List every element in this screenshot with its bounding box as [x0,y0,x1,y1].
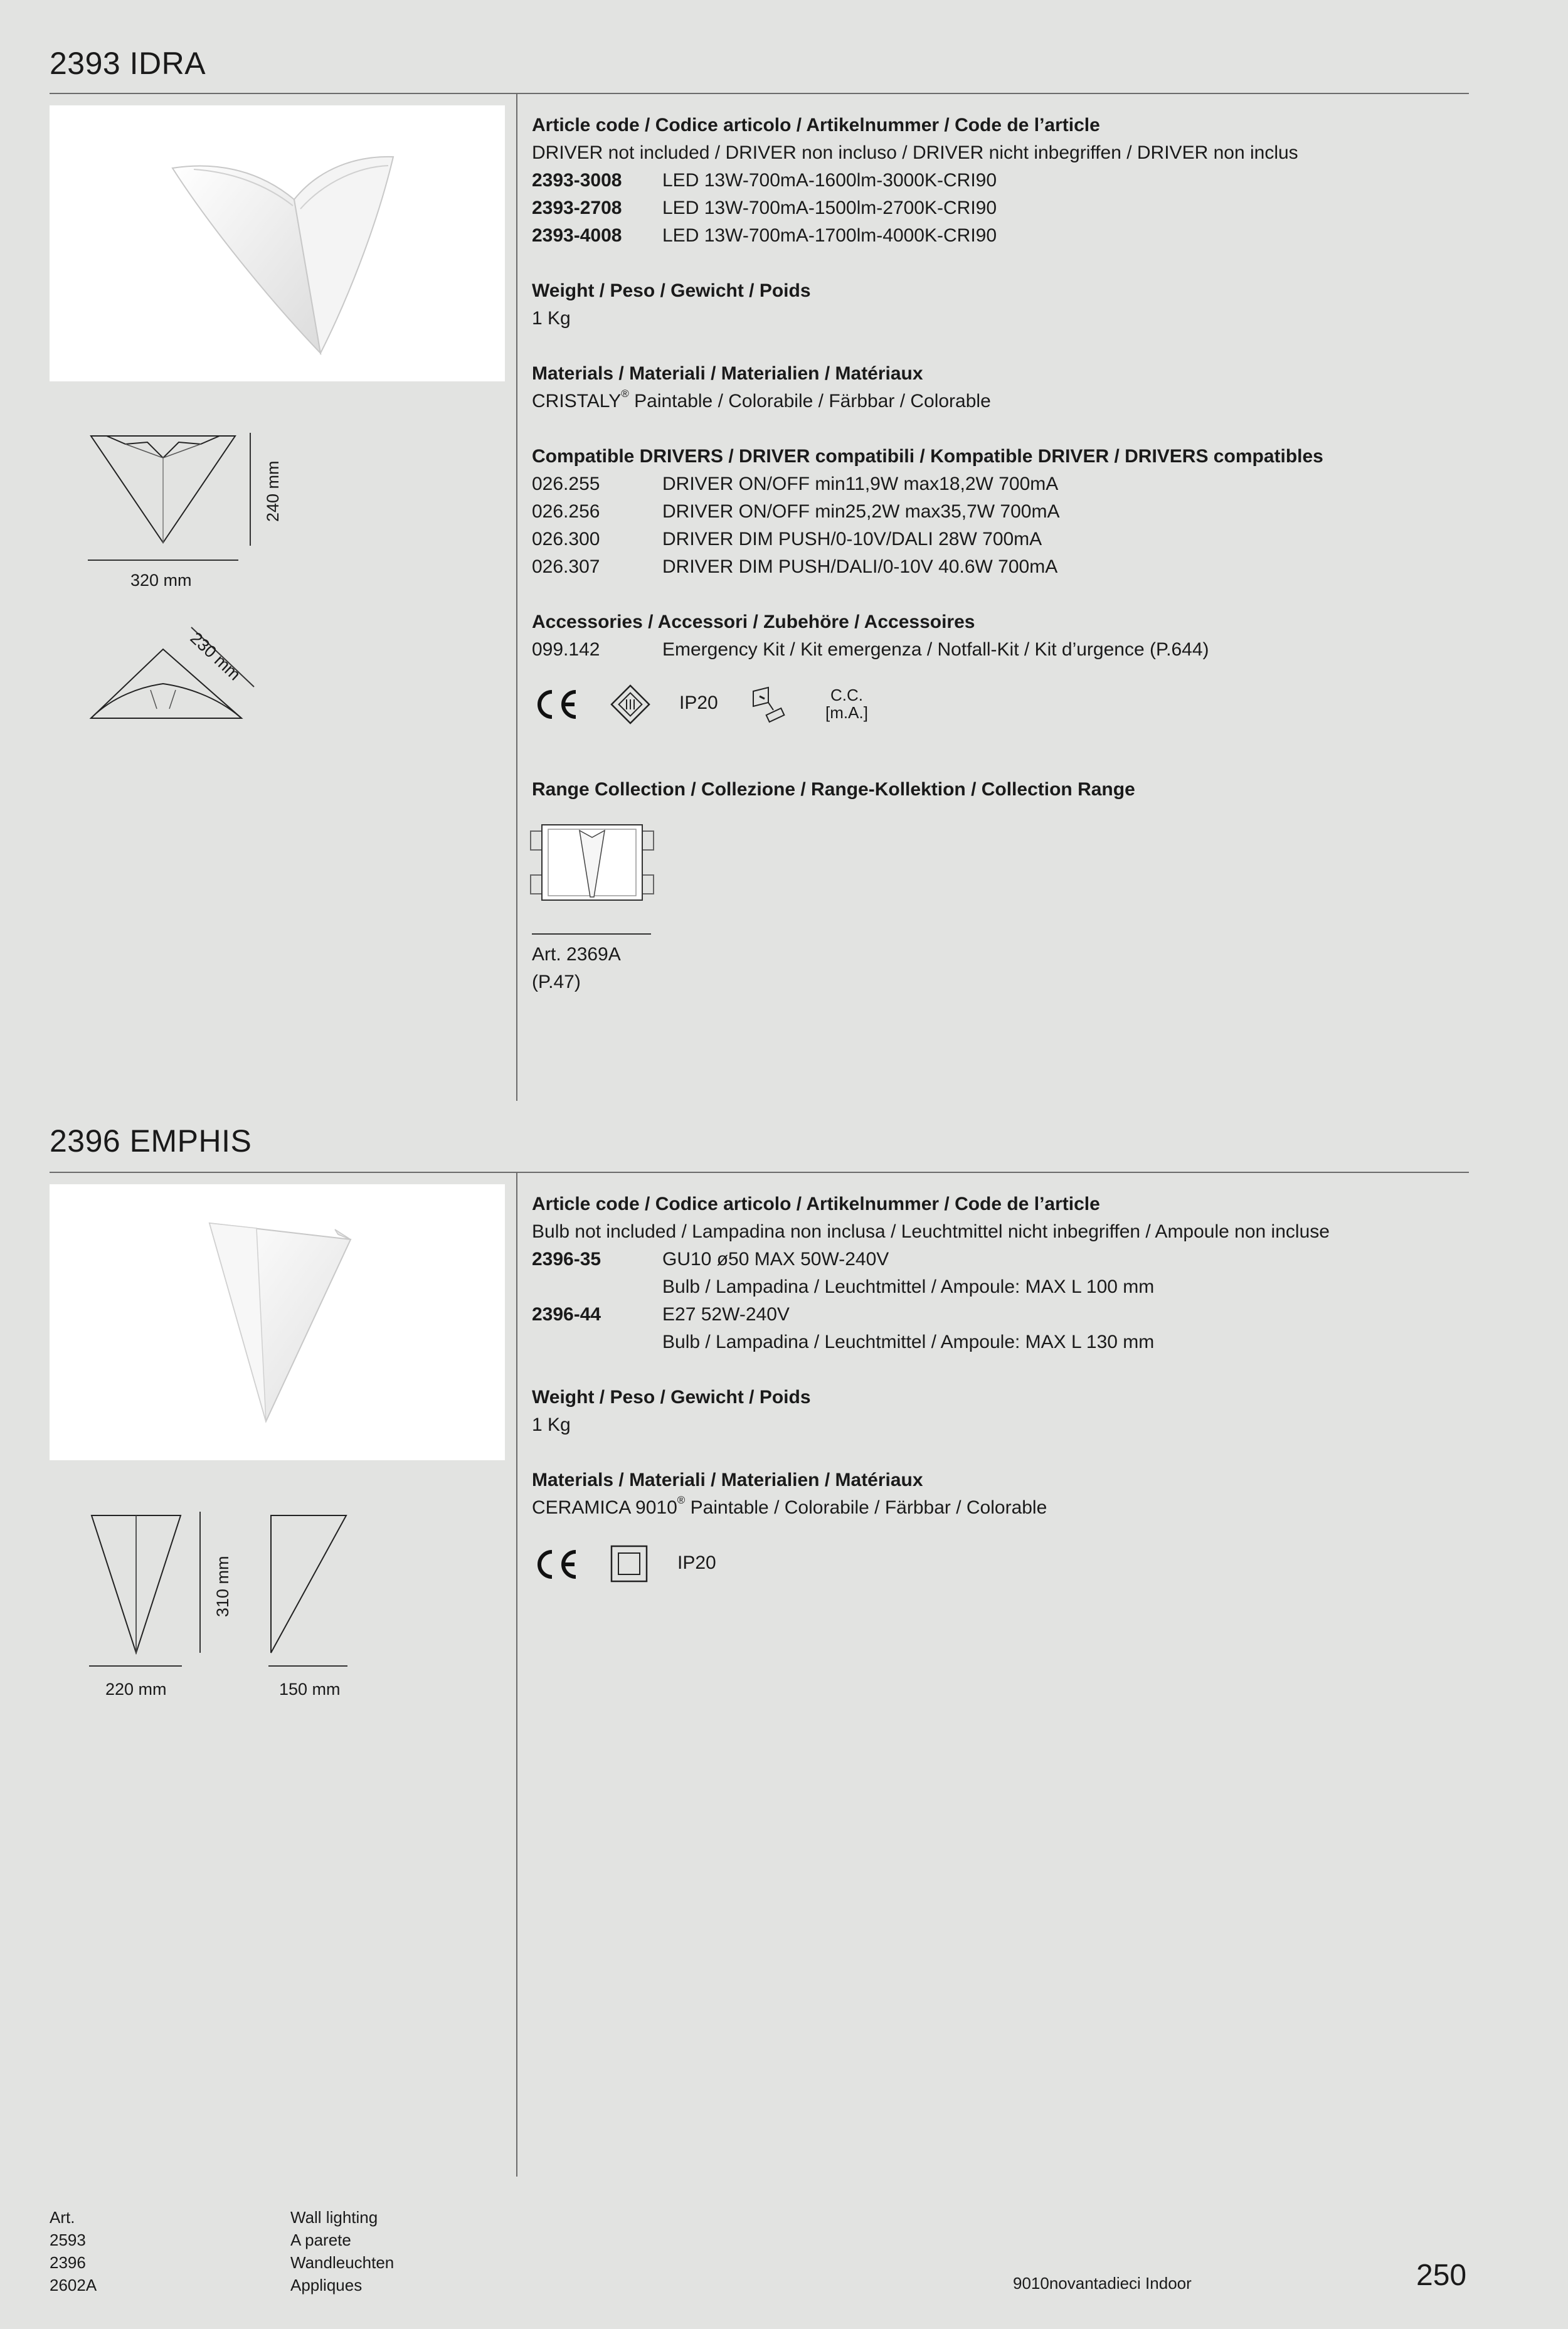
emphis-depth-label: 150 mm [279,1680,341,1699]
registered-mark: ® [621,388,629,400]
article-code: 2393-3008 [532,170,622,191]
material-row [532,388,1460,415]
cc-label: C.C. [830,686,863,704]
driver-desc: DRIVER DIM PUSH/0-10V/DALI 28W 700mA [662,529,1042,549]
emphis-depth-dimline [268,1665,347,1667]
class-two-insulation-icon [610,1544,649,1583]
driver-desc: DRIVER ON/OFF min11,9W max18,2W 700mA [662,474,1059,494]
accessory-code: 099.142 [532,639,600,660]
footer-category: Wall lighting [290,2208,378,2227]
product-photo-idra [50,105,505,381]
driver-row [532,526,1460,553]
emphis-spec-block [532,1191,1460,1522]
footer-art-item[interactable]: 2396 [50,2253,86,2272]
footer-art-item[interactable]: 2593 [50,2231,86,2249]
article-sub-row [532,1273,1460,1301]
article-desc: LED 13W-700mA-1700lm-4000K-CRI90 [662,225,997,246]
class-three-icon [610,684,651,725]
footer-category-list [290,2206,394,2296]
section-title-emphis: 2396 EMPHIS [50,1123,252,1159]
driver-code: 026.307 [532,556,600,577]
materials-heading: Materials / Materiali / Materialien / Matériaux [532,1470,923,1490]
article-sub-row [532,1329,1460,1356]
article-row [532,1301,1460,1329]
materials-heading: Materials / Materiali / Materialien / Matériaux [532,363,923,384]
emphis-front-drawing [89,1512,183,1656]
page-number: 250 [1416,2259,1467,2292]
range-article-link[interactable]: Art. 2369A [532,944,621,965]
driver-code: 026.300 [532,529,600,549]
article-desc: LED 13W-700mA-1500lm-2700K-CRI90 [662,198,997,218]
article-code: 2396-44 [532,1304,601,1325]
emphis-side-drawing [268,1512,350,1656]
article-row [532,194,1460,222]
article-code-heading: Article code / Codice articolo / Artikelnummer / Code de l’article [532,115,1100,135]
accessories-heading: Accessories / Accessori / Zubehöre / Accessoires [532,612,975,632]
range-product-thumbnail[interactable] [529,822,655,903]
driver-note: DRIVER not included / DRIVER non incluso / DRIVER nicht inbegriffen / DRIVER non inclus [532,142,1298,163]
idra-width-label: 320 mm [130,571,192,590]
range-heading: Range Collection / Collezione / Range-Kollektion / Collection Range [532,779,1135,800]
idra-spec-block [532,112,1460,664]
article-bulb-info: Bulb / Lampadina / Leuchtmittel / Ampoule: MAX L 100 mm [662,1276,1155,1297]
section-title-idra: 2393 IDRA [50,46,206,81]
material-desc: Paintable / Colorabile / Färbbar / Colorable [685,1497,1047,1518]
driver-row [532,470,1460,498]
range-divider [532,933,651,935]
column-divider-emphis [516,1173,517,2177]
emphis-width-label: 220 mm [105,1680,167,1699]
idra-front-drawing [88,433,238,546]
ip-rating-label: IP20 [679,692,718,713]
driver-desc: DRIVER ON/OFF min25,2W max35,7W 700mA [662,501,1060,522]
article-desc: LED 13W-700mA-1600lm-3000K-CRI90 [662,170,997,191]
material-row [532,1494,1460,1522]
footer-category: A parete [290,2231,351,2249]
section-rule-idra [50,93,1469,94]
material-name: CRISTALY [532,391,622,411]
weight-value: 1 Kg [532,308,571,329]
product-photo-emphis [50,1184,505,1460]
range-page-ref: (P.47) [532,972,581,992]
article-code: 2393-4008 [532,225,622,246]
material-name: CERAMICA 9010 [532,1497,677,1518]
ce-mark-icon [532,1547,580,1582]
driver-row [532,498,1460,526]
driver-desc: DRIVER DIM PUSH/DALI/0-10V 40.6W 700mA [662,556,1058,577]
drivers-heading: Compatible DRIVERS / DRIVER compatibili / Kompatible DRIVER / DRIVERS compatibles [532,446,1323,467]
article-desc: GU10 ø50 MAX 50W-240V [662,1249,889,1270]
driver-code: 026.255 [532,474,600,494]
emphis-lamp-image [50,1184,505,1460]
article-code-heading: Article code / Codice articolo / Artikelnummer / Code de l’article [532,1194,1100,1214]
driver-box-icon [750,685,787,726]
weight-value: 1 Kg [532,1414,571,1435]
footer-art-label: Art. [50,2208,75,2227]
ce-mark-icon [532,687,580,722]
article-code: 2393-2708 [532,198,622,218]
article-code: 2396-35 [532,1249,601,1270]
ip-rating-label: IP20 [677,1552,716,1573]
registered-mark: ® [677,1494,686,1506]
idra-height-label: 240 mm [263,460,282,522]
accessory-desc: Emergency Kit / Kit emergenza / Notfall-Kit / Kit d’urgence (P.644) [662,639,1209,660]
emphis-height-label: 310 mm [213,1556,232,1617]
section-rule-emphis [50,1172,1469,1173]
article-desc: E27 52W-240V [662,1304,790,1325]
idra-depth-label: 230 mm [186,629,245,684]
footer-art-item[interactable]: 2602A [50,2276,97,2295]
material-desc: Paintable / Colorabile / Färbbar / Colorable [628,391,991,411]
weight-heading: Weight / Peso / Gewicht / Poids [532,1387,811,1408]
bulb-note: Bulb not included / Lampadina non inclusa / Leuchtmittel nicht inbegriffen / Ampoule non incluse [532,1221,1330,1242]
footer-brand: 9010novantadieci Indoor [1013,2274,1192,2293]
article-row [532,222,1460,250]
article-row [532,167,1460,194]
emphis-height-dimline [199,1512,201,1653]
accessory-row [532,636,1460,664]
idra-width-dimline [88,560,238,561]
footer-art-list [50,2206,97,2296]
article-row [532,1246,1460,1273]
weight-heading: Weight / Peso / Gewicht / Poids [532,280,811,301]
idra-height-dimline [250,433,251,546]
ma-label: [m.A.] [825,703,868,722]
driver-code: 026.256 [532,501,600,522]
footer-category: Appliques [290,2276,363,2295]
idra-lamp-image [50,105,505,381]
footer-category: Wandleuchten [290,2253,395,2272]
emphis-width-dimline [89,1665,182,1667]
driver-row [532,553,1460,581]
column-divider-idra [516,94,517,1101]
article-bulb-info: Bulb / Lampadina / Leuchtmittel / Ampoule: MAX L 130 mm [662,1332,1155,1352]
